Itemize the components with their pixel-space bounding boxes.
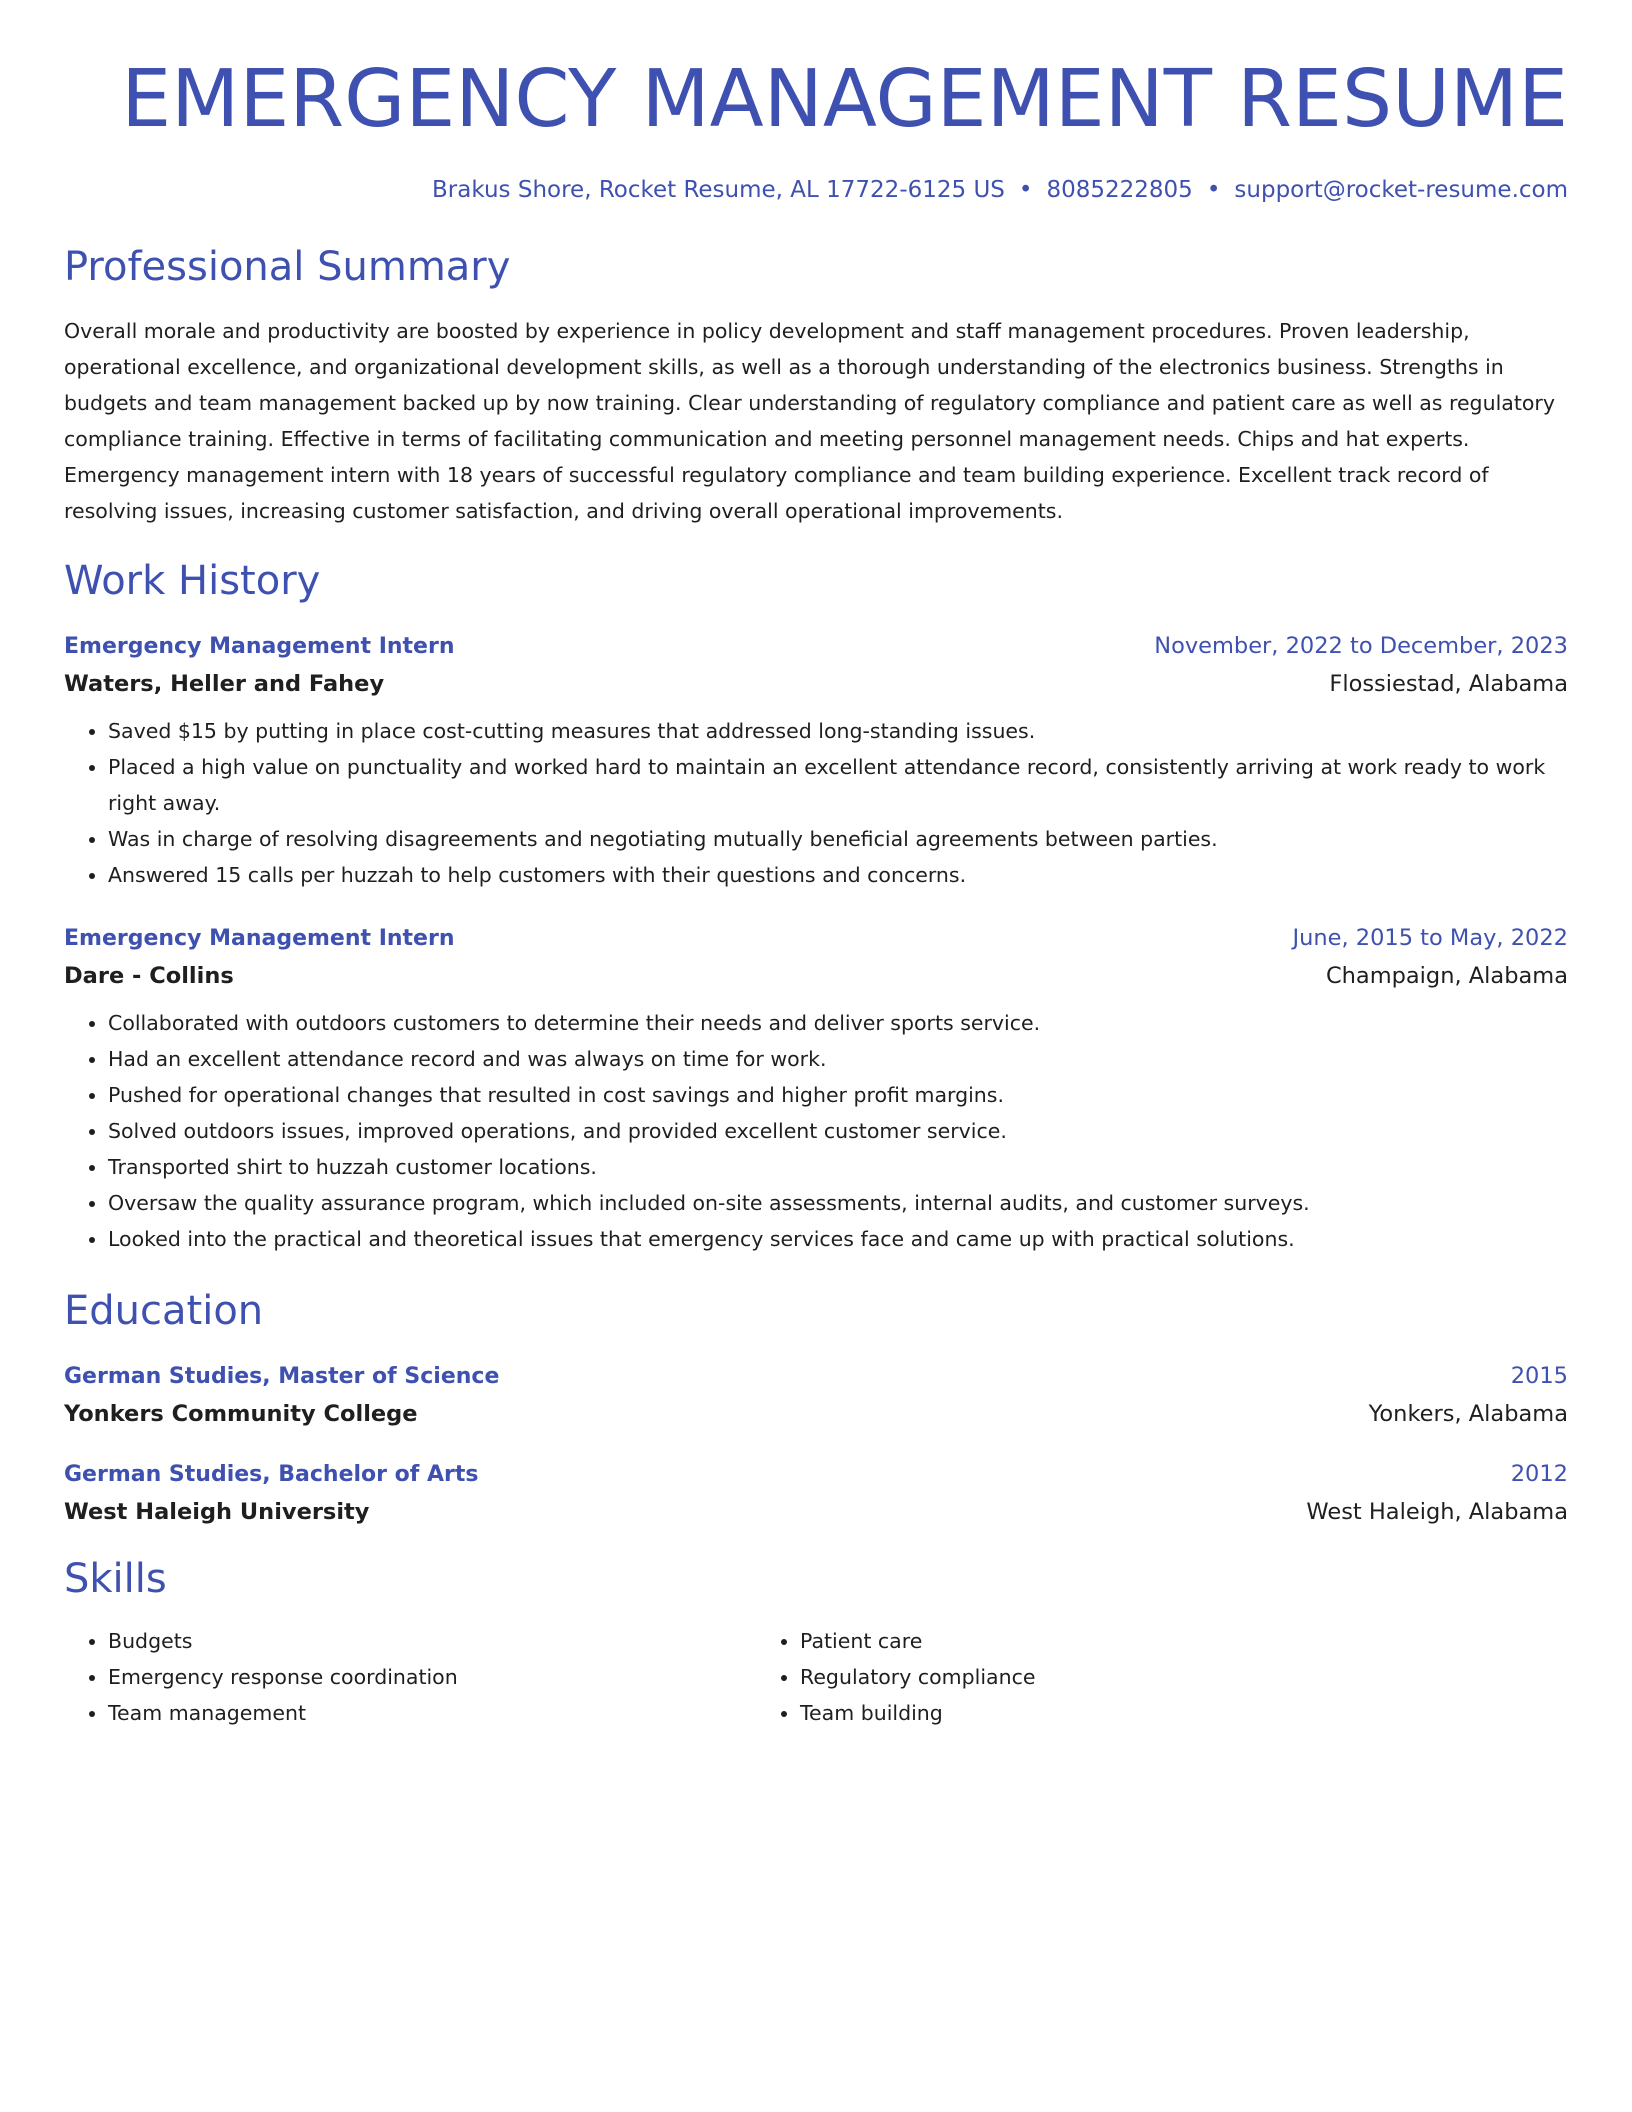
skills-list-left [64,1623,756,1731]
job-dates: November, 2022 to December, 2023 [1154,633,1568,659]
work-history-heading: Work History [64,558,321,604]
education-entry [64,1461,1568,1525]
education-year: 2012 [1510,1461,1568,1487]
education-year: 2015 [1510,1363,1568,1389]
resume-title: EMERGENCY MANAGEMENT RESUME [121,53,1568,145]
list-item: • Had an excellent attendance record and was always on time for work. [108,1041,1568,1077]
job-bullet-list [64,1005,1568,1257]
list-item: • Placed a high value on punctuality and worked hard to maintain an excellent attendance record, consistently arriving at work ready to work right away. [108,749,1568,821]
list-item: • Saved $15 by putting in place cost-cutting measures that addressed long-standing issues. [108,713,1568,749]
education-school: Yonkers Community College [64,1401,418,1427]
job-location: Champaign, Alabama [1325,963,1568,989]
education-location: West Haleigh, Alabama [1306,1499,1568,1525]
list-item: • Emergency response coordination [108,1659,756,1695]
skills-heading: Skills [64,1556,167,1602]
summary-text: Overall morale and productivity are boosted by experience in policy development and staff management procedures. Proven leadership, operational excellence, and organizational development skills, as well as a thorough understanding of the electronics business. Strengths in budgets and team management backed up by now training. Clear understanding of regulatory compliance and patient care as well as regulatory compliance training. Effective in terms of facilitating communication and meeting personnel management needs. Chips and hat experts. Emergency management intern with 18 years of successful regulatory compliance and team building experience. Excellent track record of resolving issues, increasing customer satisfaction, and driving overall operational improvements. [64,319,1555,523]
job-role: Emergency Management Intern [64,634,455,659]
list-item: • Regulatory compliance [800,1659,1448,1695]
list-item: • Pushed for operational changes that resulted in cost savings and higher profit margins. [108,1077,1568,1113]
education-location: Yonkers, Alabama [1368,1401,1568,1427]
education-heading: Education [64,1288,264,1334]
contact-separator: • [1206,177,1221,203]
job-entry [64,633,1568,893]
education-degree: German Studies, Master of Science [64,1364,500,1389]
list-item: • Transported shirt to huzzah customer locations. [108,1149,1568,1185]
list-item: • Oversaw the quality assurance program, which included on-site assessments, internal audits, and customer surveys. [108,1185,1568,1221]
list-item: • Budgets [108,1623,756,1659]
education-school: West Haleigh University [64,1499,370,1525]
job-entry [64,925,1568,1257]
job-bullet-list [64,713,1568,893]
job-role: Emergency Management Intern [64,926,455,951]
education-entry [64,1363,1568,1427]
contact-address: Brakus Shore, Rocket Resume, AL 17722-6125 US [432,177,1005,203]
education-degree: German Studies, Bachelor of Arts [64,1462,479,1487]
list-item: • Looked into the practical and theoretical issues that emergency services face and came up with practical solutions. [108,1221,1568,1257]
contact-separator: • [1018,177,1033,203]
skills-columns [64,1623,1568,1731]
job-dates: June, 2015 to May, 2022 [1292,925,1568,951]
list-item: • Answered 15 calls per huzzah to help customers with their questions and concerns. [108,857,1568,893]
list-item: • Team building [800,1695,1448,1731]
list-item: • Solved outdoors issues, improved operations, and provided excellent customer service. [108,1113,1568,1149]
skills-list-right [756,1623,1448,1731]
job-company: Waters, Heller and Fahey [64,671,385,697]
list-item: • Was in charge of resolving disagreements and negotiating mutually beneficial agreements between parties. [108,821,1568,857]
list-item: • Collaborated with outdoors customers to determine their needs and deliver sports service. [108,1005,1568,1041]
summary-heading: Professional Summary [64,244,511,290]
contact-email[interactable]: support@rocket-resume.com [1234,177,1568,203]
list-item: • Patient care [800,1623,1448,1659]
job-company: Dare - Collins [64,963,234,989]
list-item: • Team management [108,1695,756,1731]
contact-phone: 8085222805 [1046,177,1193,203]
job-location: Flossiestad, Alabama [1329,671,1568,697]
contact-line [64,177,1568,203]
